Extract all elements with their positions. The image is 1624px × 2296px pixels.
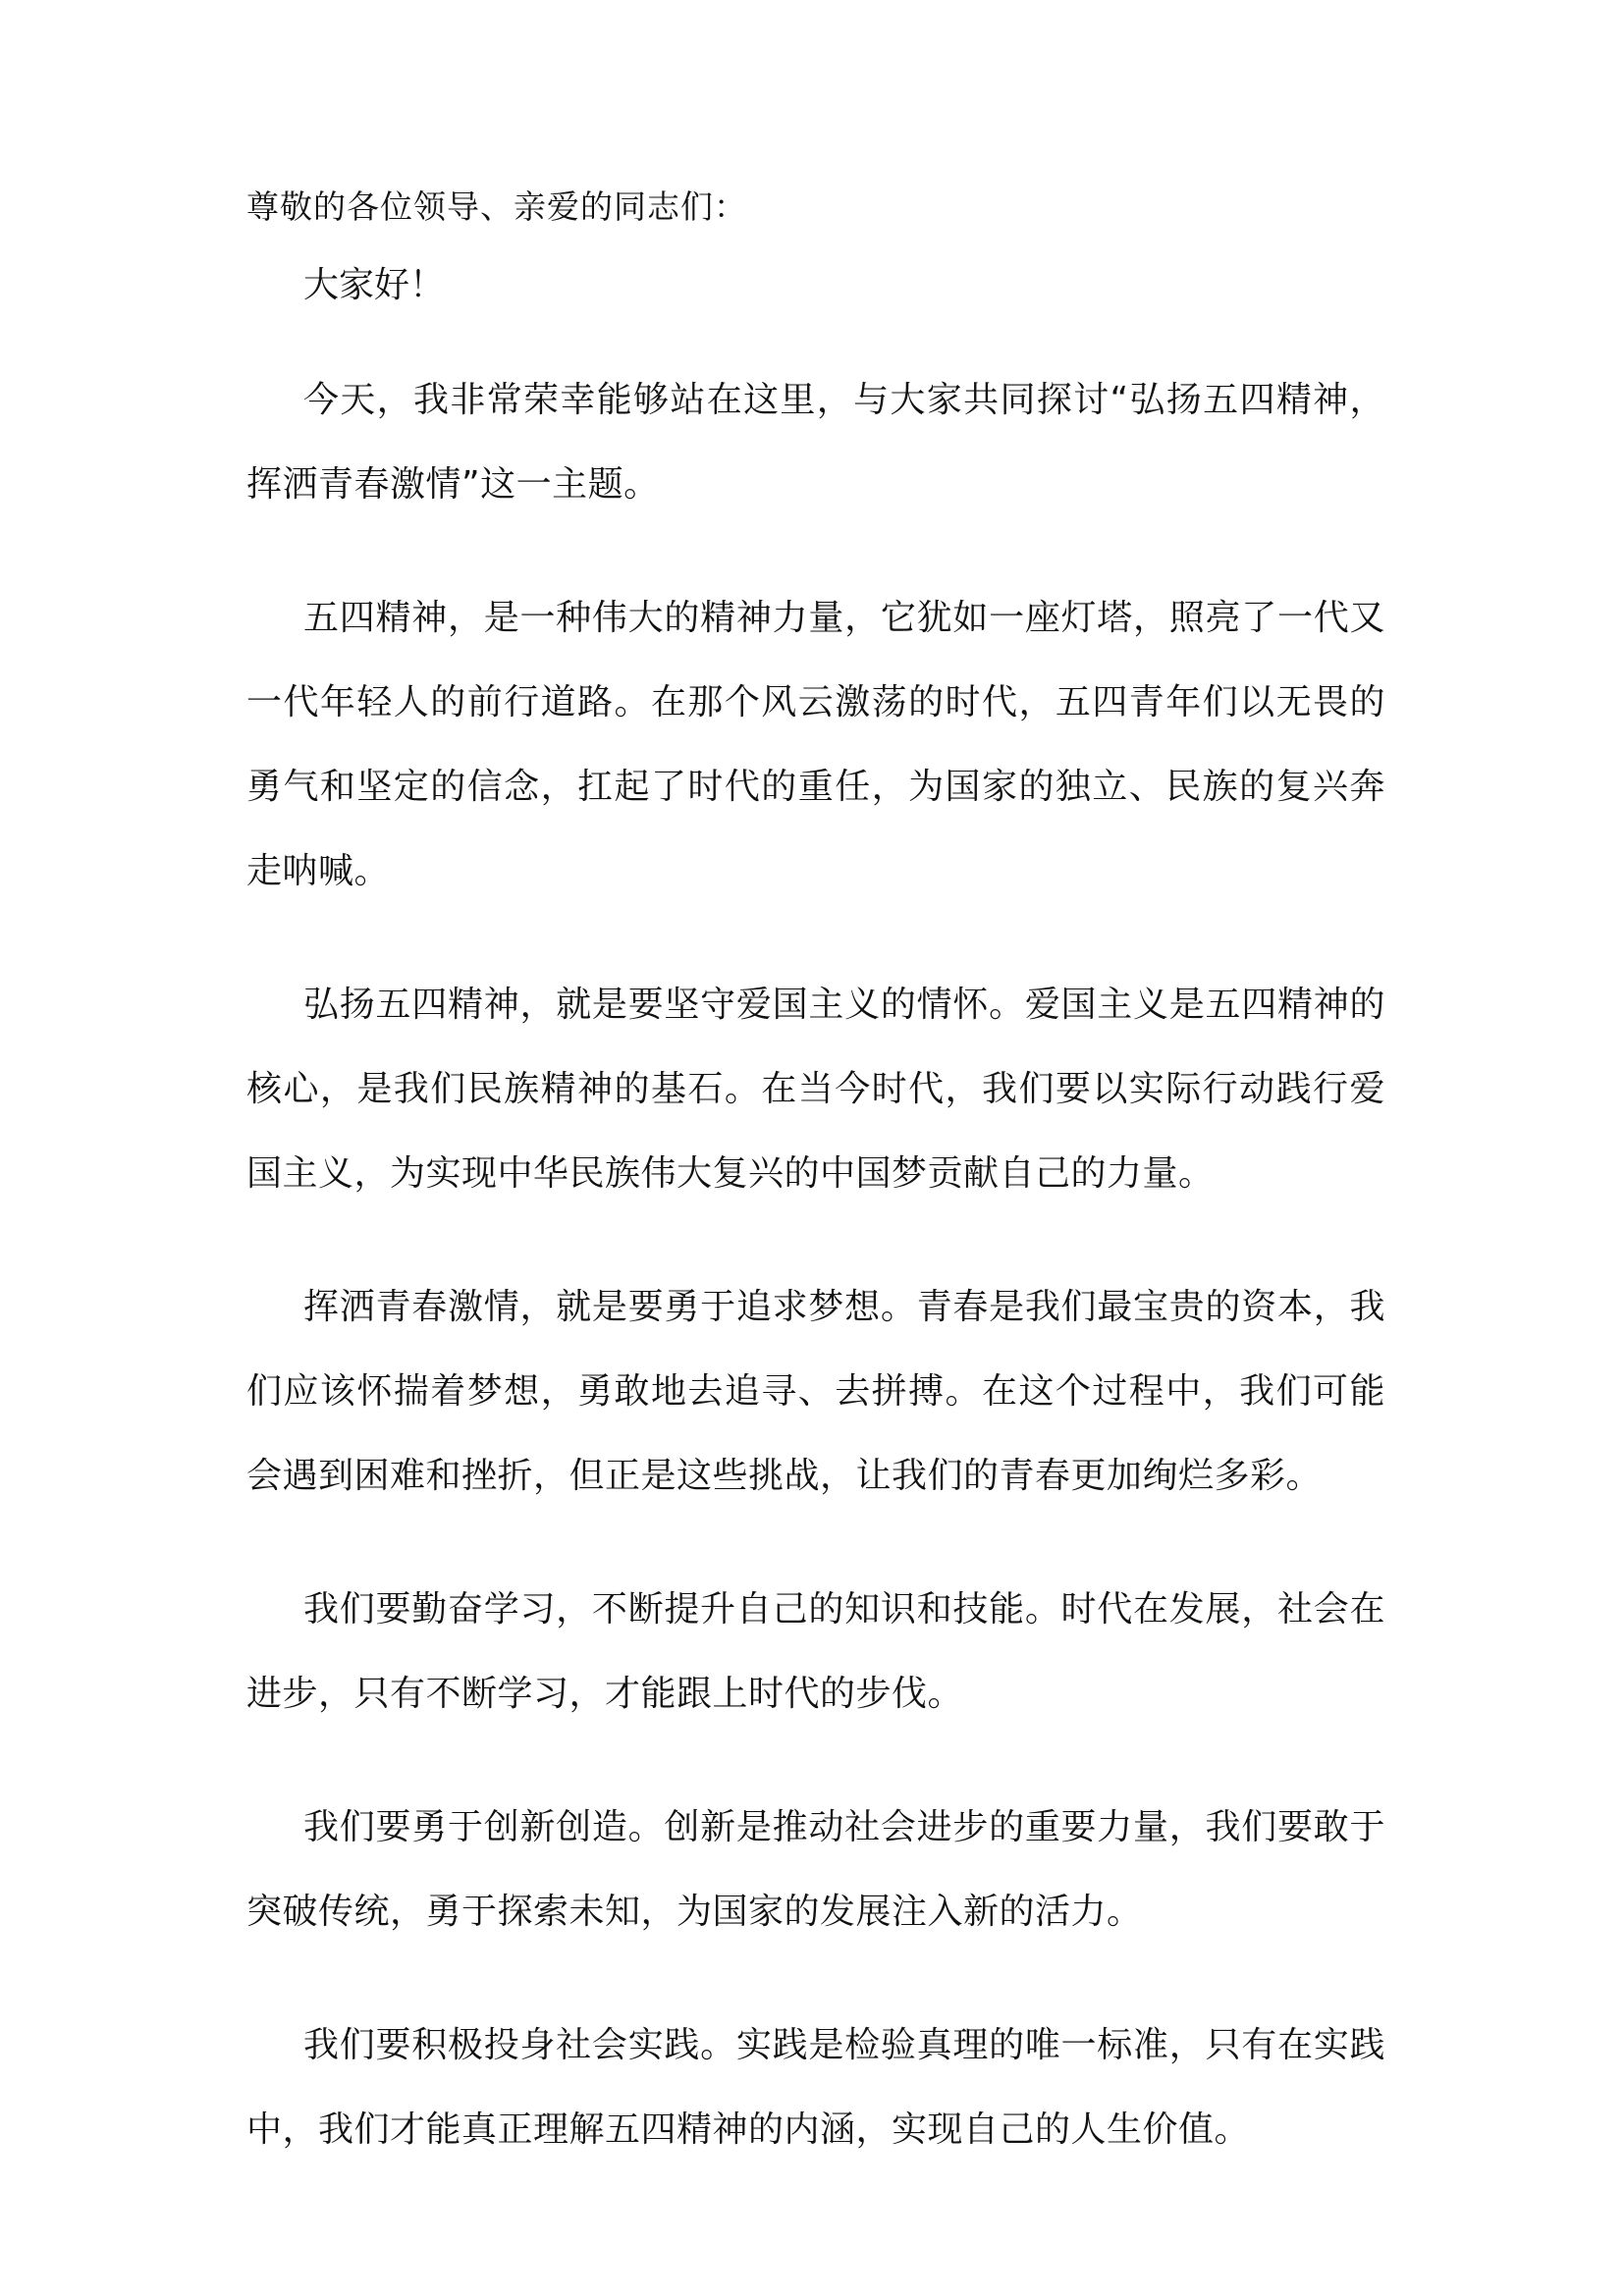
- greeting: 大家好！: [303, 264, 446, 305]
- salutation: 尊敬的各位领导、亲爱的同志们：: [246, 187, 747, 226]
- document-body: [246, 187, 1385, 2172]
- paragraph: 我们要积极投身社会实践。实践是检验真理的唯一标准，只有在实践中，我们才能真正理解五四精神的内涵，实现自己的人生价值。: [246, 2024, 1385, 2150]
- paragraph: 今天，我非常荣幸能够站在这里，与大家共同探讨“弘扬五四精神，挥洒青春激情”这一主题。: [246, 379, 1385, 505]
- paragraph: 五四精神，是一种伟大的精神力量，它犹如一座灯塔，照亮了一代又一代年轻人的前行道路。在那个风云激荡的时代，五四青年们以无畏的勇气和坚定的信念，扛起了时代的重任，为国家的独立、民族的复兴奔走呐喊。: [246, 597, 1385, 891]
- paragraph-list: [246, 358, 1385, 2172]
- paragraph: 我们要勇于创新创造。创新是推动社会进步的重要力量，我们要敢于突破传统，勇于探索未知，为国家的发展注入新的活力。: [246, 1806, 1385, 1932]
- paragraph: 挥洒青春激情，就是要勇于追求梦想。青春是我们最宝贵的资本，我们应该怀揣着梦想，勇敢地去追寻、去拼搏。在这个过程中，我们可能会遇到困难和挫折，但正是这些挑战，让我们的青春更加绚烂多彩。: [246, 1286, 1385, 1496]
- paragraph: 我们要勤奋学习，不断提升自己的知识和技能。时代在发展，社会在进步，只有不断学习，才能跟上时代的步伐。: [246, 1588, 1385, 1714]
- paragraph: 弘扬五四精神，就是要坚守爱国主义的情怀。爱国主义是五四精神的核心，是我们民族精神的基石。在当今时代，我们要以实际行动践行爱国主义，为实现中华民族伟大复兴的中国梦贡献自己的力量。: [246, 984, 1385, 1194]
